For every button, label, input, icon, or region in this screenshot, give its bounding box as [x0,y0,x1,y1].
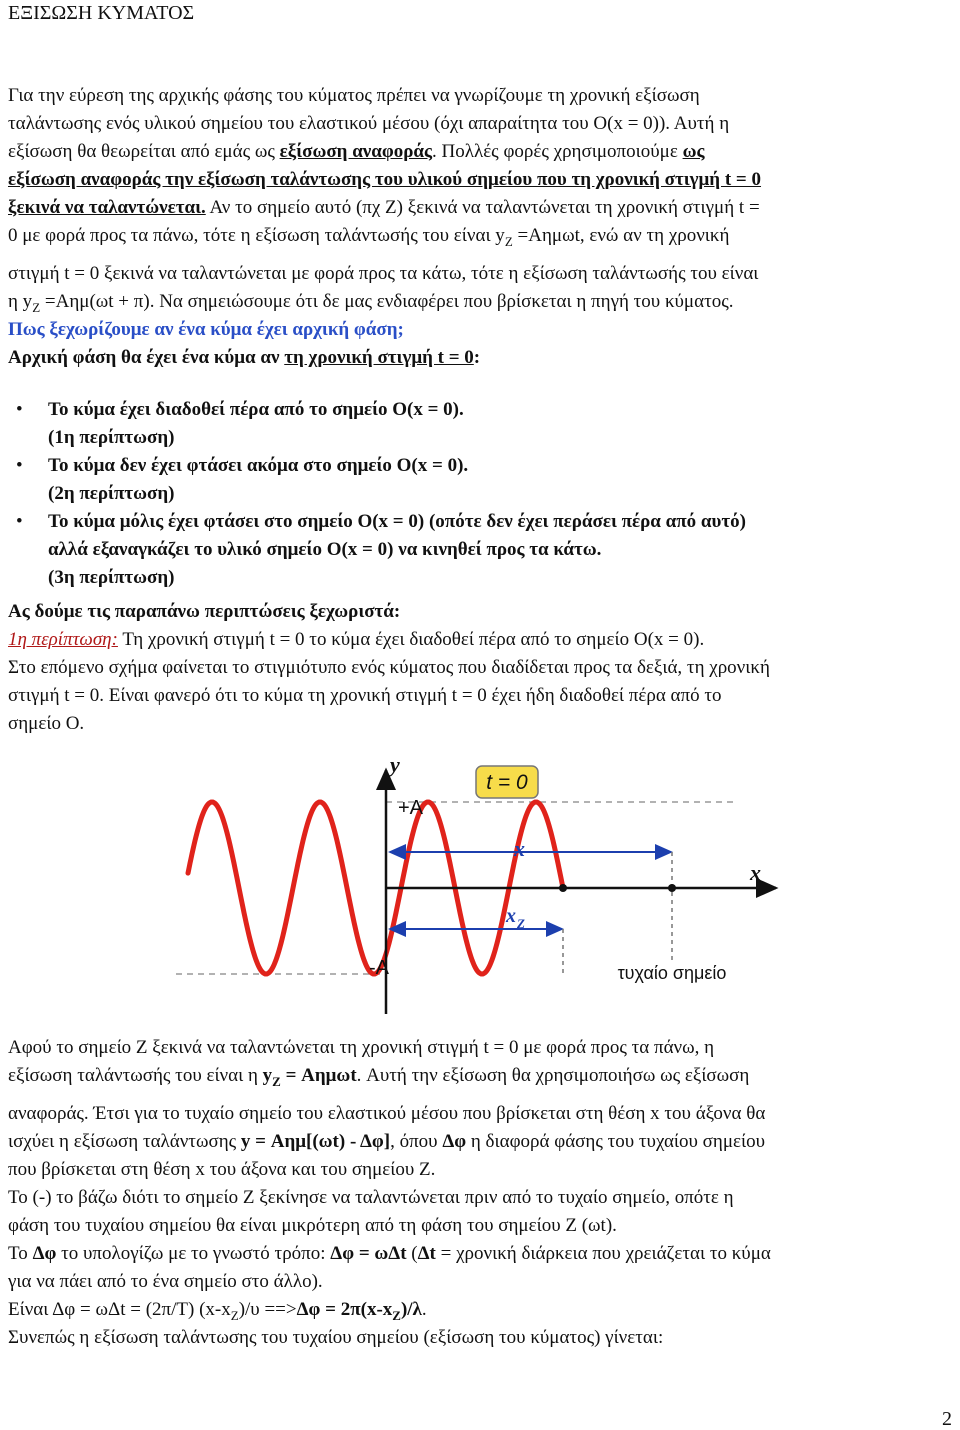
x-axis-label: x [750,860,761,885]
plus-a-label: +A [398,797,424,819]
wave-equation: y = Αημ[(ωt) - Δφ] [240,1131,391,1152]
bullet-dot-icon: • [16,511,23,532]
intro-line-5: ξεκινά να ταλαντώνεται. Αν το σημείο αυτό (πχ Ζ) ξεκινά να ταλαντώνεται τη χρονική στιγμή t = [8,197,760,218]
random-point-label: τυχαίο σημείο [617,963,727,983]
page-number: 2 [942,1408,952,1430]
random-point-dot [668,884,676,892]
reference-equation-term: εξίσωση αναφοράς [279,141,433,162]
y-axis-label: y [390,752,400,777]
intro-paragraph [8,82,954,316]
bullet-case-2: • Το κύμα δεν έχει φτάσει ακόμα στο σημείο Ο(x = 0). (2η περίπτωση) [48,452,948,508]
xz-subscript: Z [517,916,525,931]
minus-a-label: -A [369,957,389,979]
intro-line-4: εξίσωση αναφοράς την εξίσωση ταλάντωσης του υλικού σημείου που τη χρονική στιγμή t = 0 [8,169,762,190]
intro-line-8: η $y_Z =A\eta\mu(\omega t + \pi)$. Να σημειώσουμε ότι δε μας ενδιαφέρει που βρίσκεται η πηγή του κύματος. [8,291,734,315]
intro-line-3: εξίσωση θα θεωρείται από εμάς ως εξίσωση αναφοράς. Πολλές φορές χρησιμοποιούμε ως [8,141,705,162]
case-1-label: 1η περίπτωση: [8,629,118,650]
bullet-dot-icon: • [16,455,23,476]
equation-paragraph: Αφού το σημείο Ζ ξεκινά να ταλαντώνεται τη χρονική στιγμή t = 0 με φορά προς τα πάνω, η εξίσωση ταλάντωσής του είναι η $y_Z = A\eta\mu\omega t$. Αυτή την εξίσωση θα χρησιμοποιήσω ως εξίσωση αναφοράς. Έτσι για το τυχαίο σημείο του ελαστικού μέσου που βρίσκεται στη θέση x του άξονα θα ισχύει η εξίσωση ταλάντωσης y = Αημ[(ωt) - Δφ], όπου Δφ η διαφορά φάσης του τυχαίου σημείου που βρίσκεται στη θέση x του άξονα και του σημείου Ζ. Το (-) το βάζω διότι το σημείο Ζ ξεκίνησε να ταλαντώνεται πριν από το τυχαίο σημείο, οπότε η φάση του τυχαίου σημείου θα είναι μικρότερη από τη φάση του σημείου Ζ (ωt). Το Δφ το υπολογίζω με το γνωστό τρόπο: Δφ = ωΔt (Δt = χρονική διάρκεια που χρειάζεται το κύμα για να πάει από το ένα σημείο στο άλλο). Είναι Δφ = ωΔt = (2π/T) $(x-x_Z)/\upsilon ==>\Delta\varphi = 2\pi(x-x_Z)/\lambda$. Συνεπώς η εξίσωση ταλάντωσης του τυχαίου σημείου (εξίσωση του κύματος) γίνεται: [8,1037,771,1348]
intro-line-6: 0 με φορά προς τα πάνω, τότε η εξίσωση ταλάντωσής του είναι $y_Z =A\eta\mu\omega t$, ενώ αν τη χρονική [8,225,730,249]
x-distance-label: x [514,836,525,861]
intro-line-2: ταλάντωσης ενός υλικού σημείου του ελαστικού μέσου (όχι απαραίτητα του Ο(x = 0)). Αυτή η [8,113,730,134]
bullet-dot-icon: • [16,399,23,420]
cases-heading: Ας δούμε τις παραπάνω περιπτώσεις ξεχωριστά: [8,601,401,622]
bullet-case-3: • Το κύμα μόλις έχει φτάσει στο σημείο Ο(x = 0) (οπότε δεν έχει περάσει πέρα από αυτό) αλλά εξαναγκάζει το υλικό σημείο Ο(x = 0) να κινηθεί προς τα κάτω. (3η περίπτωση) [48,508,948,592]
z-point-dot [559,884,567,892]
question-heading: Πως ξεχωρίζουμε αν ένα κύμα έχει αρχική φάση; [8,319,404,340]
xz-label: x [506,905,516,927]
page-title: ΕΞΙΣΩΣΗ ΚΥΜΑΤΟΣ [8,2,195,24]
initial-phase-line: Αρχική φάση θα έχει ένα κύμα αν τη χρονική στιγμή t = 0: [8,347,481,368]
time-box-label: t = 0 [486,771,528,794]
intro-line-1: Για την εύρεση της αρχικής φάσης του κύματος πρέπει να γνωρίζουμε τη χρονική εξίσωση [8,85,700,106]
case-1-paragraph: 1η περίπτωση: Τη χρονική στιγμή t = 0 το κύμα έχει διαδοθεί πέρα από το σημείο Ο(x = 0). Στο επόμενο σχήμα φαίνεται το στιγμιότυπο ενός κύματος που διαδίδεται προς τα δεξιά, τη χρονική στιγμή t = 0. Είναι φανερό ότι το κύμα τη χρονική στιγμή t = 0 έχει ήδη διαδοθεί πέρα από το σημείο Ο. [8,629,770,734]
intro-line-7: στιγμή t = 0 ξεκινά να ταλαντώνεται με φορά προς τα κάτω, τότε η εξίσωση ταλάντωσής του είναι [8,263,759,284]
bullet-case-1: • Το κύμα έχει διαδοθεί πέρα από το σημείο Ο(x = 0). (1η περίπτωση) [48,396,948,452]
wave-snapshot-figure [176,752,788,1024]
